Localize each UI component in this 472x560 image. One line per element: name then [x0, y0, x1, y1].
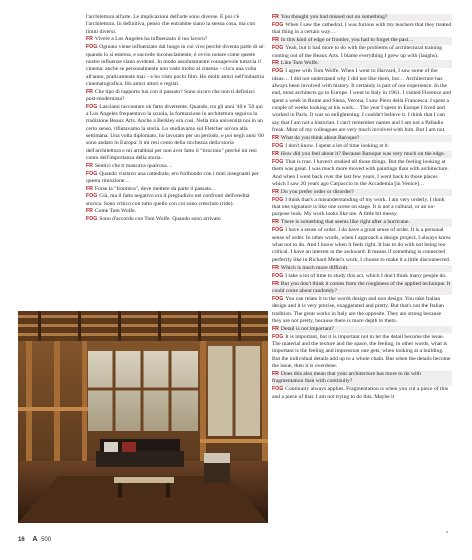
- speaker-label: FOG: [272, 227, 284, 234]
- wooden-interior-illustration: [18, 311, 268, 523]
- paragraph-text: Quando visitavo una cattedrale, ero furibondo con i miei insegnanti per questa rimozione…: [86, 170, 259, 184]
- italian-paragraph: [86, 186, 266, 193]
- italian-paragraph: [86, 44, 266, 88]
- italian-paragraph: [86, 171, 266, 186]
- italian-paragraph: [86, 104, 266, 163]
- speaker-label: FR: [272, 219, 279, 226]
- speaker-label: FOG: [272, 143, 284, 149]
- paragraph-text: You thought you had missed out on something?: [280, 14, 388, 20]
- speaker-label: FOG: [272, 386, 284, 393]
- english-text-column: [272, 14, 452, 402]
- italian-paragraph: [86, 163, 266, 170]
- paragraph-text: I think that's a misunderstanding of my work. I am very orderly. I think that one signature is like one scene on stage. It is not a cultural, or an on-purpose look. My work looks like me. A little bit messy.: [272, 196, 445, 218]
- paragraph-text: Lasciami raccontare un fatto divertente. Quando, tra gli anni '40 e '50 qui a Los Angeles frequentavo la scuola, la formazione in architettura seguiva la tradizione Beaux Arts. Anche a Berkley era così. Nella mia università noi in un certo senso, rifiutavamo la storia. Lo studiavamo sul Fletcher un'ora alla settimana. Una volta diplomato, ho lavorato per un periodo, e poi negli anni '60 sono andato in Europa: lì mi resi conto della ricchezza della storia dell'architettura e mi arrabbiai per non aver fatto il "tirocinio" perché mi resi conto dell'importanza della storia.: [86, 103, 264, 162]
- speaker-label: FR: [272, 60, 279, 67]
- speaker-label: FOG: [86, 44, 98, 51]
- english-paragraph: [272, 37, 452, 44]
- paragraph-text: You can relate it to the words design and non design. You take Italian design and it is very precise, exaggerated and pretty. But that's not the Italian tradition. The great works in Italy are the opposite. They are strong because they are not pretty, because there is more depth to them.: [272, 295, 444, 324]
- speaker-label: FOG: [272, 272, 284, 279]
- paragraph-text: It is important, but it is important not to let the detail become the issue. The material and the texture and the space, the feeling, in other words, what is important is the feeling and impression one gets, when looking at a building. But the individual details add up to a whole chain. But when the details become the issue, then it is overdone.: [272, 333, 451, 370]
- italian-paragraph: [86, 193, 266, 208]
- english-paragraph: [272, 14, 452, 21]
- english-paragraph: [272, 265, 452, 272]
- paragraph-text: Vivere a Los Angeles ha influenzato il tuo lavoro?: [94, 36, 208, 43]
- english-paragraph: [272, 143, 452, 150]
- english-paragraph: [272, 296, 452, 325]
- speaker-label: FR: [86, 185, 93, 192]
- paragraph-text: What do you think about Baroque?: [280, 135, 360, 142]
- italian-paragraph: [86, 89, 266, 104]
- speaker-label: FR: [272, 37, 279, 44]
- paragraph-text: Yeah, but it had more to do with the problems of architectural training coming out of the Beaux Arts. I blame everything I grew up with (laughs).: [272, 45, 443, 59]
- paragraph-text: But you don't think it comes from the roughness of the applied technique. It could come about randomly?: [272, 280, 451, 294]
- speaker-label: FR: [272, 188, 279, 195]
- paragraph-text: Sono d'accordo con Tom Wolfe. Quando sono arrivato: [99, 216, 221, 223]
- speaker-label: FR: [86, 88, 93, 95]
- speaker-label: FR: [272, 150, 279, 157]
- speaker-label: FOG: [86, 193, 98, 200]
- english-paragraph: [272, 189, 452, 196]
- english-paragraph: [272, 197, 452, 219]
- english-paragraph: [272, 334, 452, 371]
- paragraph-text: That is true. I haven't studied all those things. But the feeling looking at them was great. I was much more moved with paintings than with architecture. And when I went back over the last few years, I went back to those places which I saw 20 years ago Carpaccio in the Accademia [in Venice]…: [272, 158, 449, 187]
- english-paragraph: [272, 22, 452, 37]
- italian-paragraph: [86, 36, 266, 43]
- italian-text-column: [86, 14, 266, 224]
- speaker-label: FR: [272, 264, 279, 271]
- paragraph-text: I agree with Tom Wolfe. When I went to Harvard, I saw some of the ideas… I did not understand why I did not like them, but… Architecture has always been involved with history. It certainly is part of our experience. In the end, most architects go to Europe. I went to Italy in 1961. I visited Florence and spent a week in Rome and Siena, Verona, I saw Piero della Francesca. I spent a couple of weeks looking at his work… The year I spent in Europe I lived and worked in Paris. It was so enlightening. I couldn't believe it. I think that I can say that I am not a historian. I can't remember names and I am not a Palladio freak. Most of my colleagues are very much involved with him. But I am not.: [272, 68, 451, 134]
- english-paragraph: [272, 371, 452, 386]
- interior-photo: [18, 311, 268, 523]
- english-paragraph: [272, 219, 452, 226]
- paragraph-text: Does this also mean that your architecture has more to do with fragmentation than with continuity?: [272, 371, 421, 385]
- paragraph-text: Sentivi che ti mancava qualcosa…: [94, 162, 173, 169]
- paragraph-text: Che tipo di rapporto hai con il passato? Sono sicuro che non ti definisci post-modernista?: [86, 88, 255, 102]
- paragraph-text: Like Tom Wolfe.: [280, 60, 319, 67]
- speaker-label: FOG: [272, 158, 284, 165]
- speaker-label: FOG: [86, 103, 98, 110]
- speaker-label: FR: [272, 135, 279, 142]
- speaker-label: FR: [86, 208, 93, 215]
- english-paragraph: [272, 151, 452, 158]
- paragraph-text: Come Tom Wolfe.: [94, 208, 136, 215]
- english-paragraph: [272, 45, 452, 60]
- speaker-label: FOG: [272, 45, 284, 52]
- english-paragraph: [272, 227, 452, 264]
- speaker-label: FOG: [272, 196, 284, 203]
- paragraph-text: Forse la "frontiera", deve mettere da parte il passato…: [94, 185, 217, 192]
- speaker-label: FOG: [86, 216, 98, 223]
- continuation-mark: »: [446, 530, 449, 535]
- paragraph-text: When I saw the cathedral, I was furious with my teachers that they treated that thing in a certain way…: [272, 21, 452, 36]
- paragraph-text: I take a lot of time to study this act, which I don't think many people do.: [285, 272, 447, 279]
- speaker-label: FOG: [272, 68, 284, 75]
- english-paragraph: [272, 60, 452, 67]
- paragraph-text: How did you feel about it? Because Baroque was very much on the edge.: [280, 150, 445, 157]
- speaker-label: FOG: [272, 295, 284, 302]
- paragraph-text: In this kind of edge or frontier, you had to forget the past…: [280, 37, 414, 44]
- italian-paragraph: [86, 216, 266, 223]
- speaker-label: FR: [272, 371, 279, 378]
- paragraph-text: I don't know. I spent a lot of time looking at it.: [285, 143, 390, 149]
- paragraph-text: There is something that seems like right after a hurricane.: [280, 219, 410, 226]
- speaker-label: FR: [86, 162, 93, 169]
- speaker-label: FOG: [272, 21, 284, 28]
- paragraph-text: l'architettura all'arte. Le implicazioni dell'arte sono diverse. E poi c'è l'architettura. In definitiva, penso che entrambe siano la stessa cosa, ma con limiti diversi.: [86, 14, 256, 35]
- magazine-logo: A: [32, 536, 38, 543]
- english-paragraph: [272, 326, 452, 333]
- speaker-label: FOG: [86, 170, 98, 177]
- paragraph-text: Già, ma il fatto negativo era il pregiudizio nei confronti dell'eredità storica. Sono critico con tutto quello con cui sono cresciuto (ride).: [86, 193, 250, 207]
- english-paragraph: [272, 68, 452, 134]
- speaker-label: FR: [272, 280, 279, 287]
- english-paragraph: [272, 159, 452, 188]
- paragraph-text: Ognuno viene influenzato dal luogo in cui vive perché diventa parte di sé: quando lo si esterna, e succede inconsciamente, è ovvio notare come queste nostre influenze siano evidenti. In modo assolutamente consapevole tuttavia il cinema: anche se personalmente non vado molto al cinema – circa una volta all'anno, praticamente mai – e ho visto pochi film. Ho molti amici nell'industria cinematografica. Ho amici attori e registi.: [86, 44, 265, 87]
- page-folio: [18, 536, 51, 543]
- speaker-label: FOG: [272, 333, 284, 340]
- paragraph-text: Which is much more difficult.: [280, 264, 349, 271]
- english-paragraph: [272, 281, 452, 296]
- paragraph-text: Continuity always applies. Fragmentation is when you cut a piece of this and a piece of that. I am not trying to do this. Maybe it: [272, 386, 449, 400]
- paragraph-text: Do you prefer order or disorder?: [280, 188, 354, 195]
- italian-paragraph: [86, 208, 266, 215]
- paragraph-text: Detail is not important?: [280, 325, 334, 332]
- english-paragraph: [272, 273, 452, 280]
- speaker-label: FR: [86, 36, 93, 43]
- page-number: 16: [18, 537, 25, 543]
- issue-number: 500: [41, 537, 52, 543]
- speaker-label: FR: [272, 325, 279, 332]
- english-paragraph: [272, 135, 452, 142]
- paragraph-text: I have a sense of order. I do have a great sense of order. It is a personal sense of order. In other words, when I approach a design project, I always know what not to do. And I know when it feels right. It has to do with not being too critical. I have an interest in the awkward. It means if something is connected perfectly like in Richard Meier's work, I choose to make it a little disconnected.: [272, 227, 451, 263]
- italian-paragraph: [86, 14, 266, 36]
- english-paragraph: [272, 386, 452, 401]
- speaker-label: FR: [272, 14, 279, 20]
